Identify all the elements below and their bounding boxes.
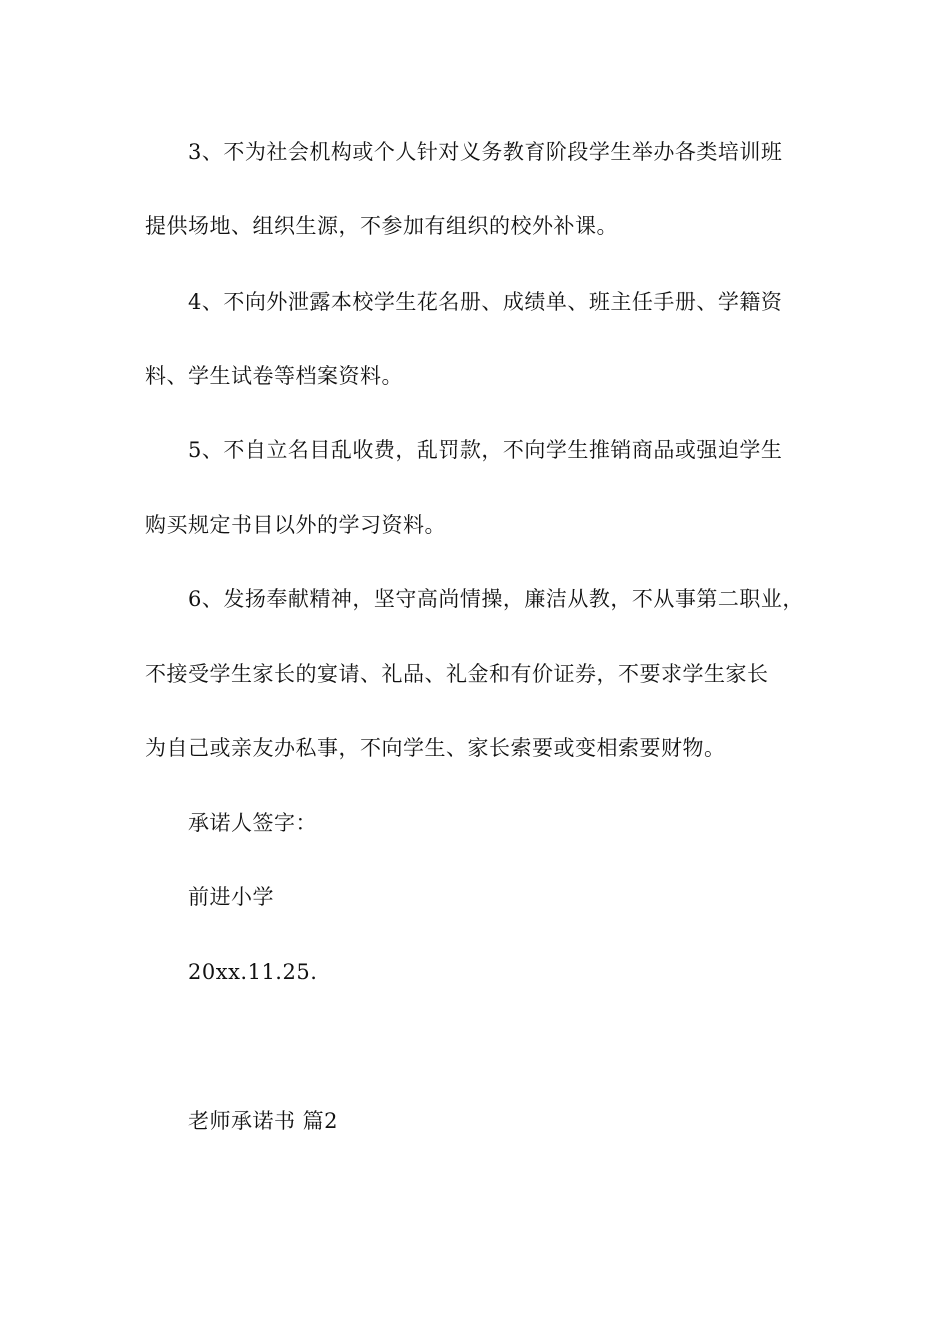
item-6-line-2: 不接受学生家长的宴请、礼品、礼金和有价证券，不要求学生家长	[145, 662, 769, 686]
item-6-line-1: 6、发扬奉献精神，坚守高尚情操，廉洁从教，不从事第二职业，	[188, 587, 804, 611]
item-5-line-2: 购买规定书目以外的学习资料。	[145, 513, 446, 537]
school-name: 前进小学	[188, 885, 274, 909]
item-3-line-2: 提供场地、组织生源，不参加有组织的校外补课。	[145, 214, 618, 238]
item-6-line-3: 为自己或亲友办私事，不向学生、家长索要或变相索要财物。	[145, 736, 726, 760]
item-5-line-1: 5、不自立名目乱收费，乱罚款，不向学生推销商品或强迫学生	[188, 438, 783, 462]
item-3-line-1: 3、不为社会机构或个人针对义务教育阶段学生举办各类培训班	[188, 140, 783, 164]
item-4-line-1: 4、不向外泄露本校学生花名册、成绩单、班主任手册、学籍资	[188, 290, 783, 314]
signature-label: 承诺人签字：	[188, 811, 317, 835]
document-date: 20xx.11.25.	[188, 960, 318, 984]
item-4-line-2: 料、学生试卷等档案资料。	[145, 364, 403, 388]
next-section-title: 老师承诺书 篇2	[188, 1109, 339, 1133]
